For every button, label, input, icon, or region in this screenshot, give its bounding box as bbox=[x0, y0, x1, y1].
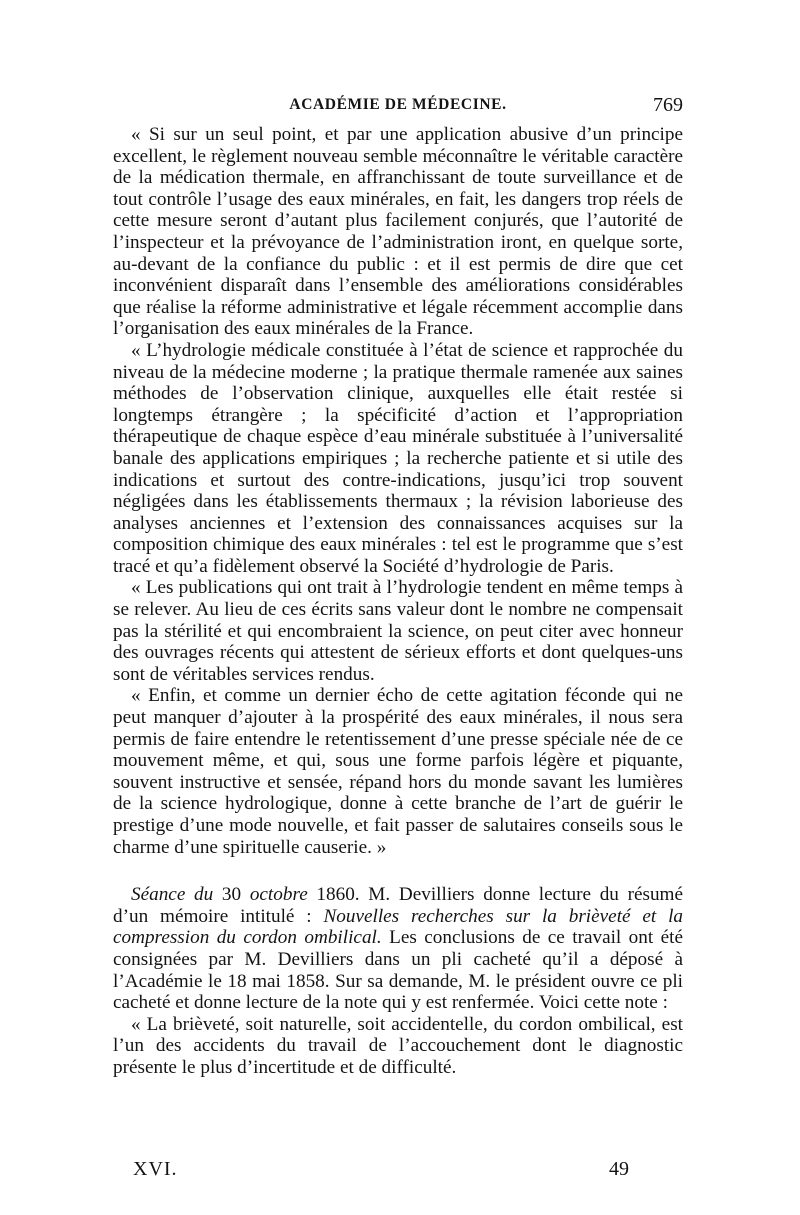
seance-day: 30 bbox=[221, 884, 242, 906]
page-number: 769 bbox=[653, 94, 683, 116]
signature-mark: XVI. bbox=[133, 1158, 178, 1180]
paragraph-medical-hydrology: « L’hydrologie médicale constituée à l’état de science et rapprochée du niveau de la médecine moderne ; la pratique thermale ramenée aux saines méthodes de l’observation clinique, auxquelles elle était restée si longtemps étrangère ; la spécificité d’action et l’appropriation thérapeutique de chaque espèce d’eau minérale substituée à l’universalité banale des applications empiriques ; la recherche patiente et si utile des indications et surtout des contre-indications, jusqu’ici trop souvent négligées dans les établissements thermaux ; la révision laborieuse des analyses anciennes et l’extension des connaissances acquises sur la composition chimique des eaux minérales : tel est le programme que s’est tracé et qu’a fidèlement observé la Société d’hydrologie de Paris. bbox=[113, 339, 683, 577]
gathering-number: 49 bbox=[609, 1158, 629, 1180]
paragraph-thermal-regulation: « Si sur un seul point, et par une application abusive d’un principe excellent, le règlement nouveau semble méconnaître le véritable caractère de la médication thermale, en affranchissant de toute surveillance et de tout contrôle l’usage des eaux minérales, en fait, les dangers trop réels de cette mesure seront d’autant plus facilement conjurés, que l’autorité de l’inspecteur et la prévoyance de l’administration iront, en quelque sorte, au-devant de la confiance du public : et il est permis de dire que cet inconvénient disparaît dans l’ensemble des améliorations considérables que réalise la réforme administrative et légale récemment accomplie dans l’organisation des eaux minérales de la France. bbox=[113, 124, 683, 340]
seance-month: octobre bbox=[249, 884, 308, 906]
running-head bbox=[113, 96, 683, 122]
running-title: ACADÉMIE DE MÉDECINE. bbox=[289, 96, 507, 113]
page-footer bbox=[133, 1158, 629, 1188]
seance-rest-text: Les conclusions de ce travail ont été consignées par M. Devilliers dans un pli cacheté qu’il a déposé à l’Académie le 18 mai 1858. Sur sa demande, M. le président ouvre ce pli cacheté et donne lecture de la note qui y est renfermée. Voici cette note : bbox=[113, 927, 683, 1014]
seance-lead-text: M. Devilliers donne lecture du résumé d’un mémoire intitulé : bbox=[113, 884, 683, 927]
body-text bbox=[113, 124, 683, 1079]
seance-year: 1860. bbox=[316, 884, 360, 906]
seance-label: Séance du bbox=[131, 884, 214, 906]
paragraph-seance bbox=[113, 884, 683, 1014]
paragraph-publications: « Les publications qui ont trait à l’hydrologie tendent en même temps à se relever. Au lieu de ces écrits sans valeur dont le nombre ne compensait pas la stérilité et qui encombraient la science, on peut citer avec honneur des ouvrages récents qui attestent de sérieux efforts et dont quelques-uns sont de véritables services rendus. bbox=[113, 577, 683, 685]
paragraph-special-press: « Enfin, et comme un dernier écho de cette agitation féconde qui ne peut manquer d’ajouter à la prospérité des eaux minérales, il nous sera permis de faire entendre le retentissement d’une presse spéciale née de ce mouvement même, et qui, sous une forme parfois légère et piquante, souvent instructive et sensée, répand hors du monde savant les lumières de la science hydrologique, donne à cette branche de l’art de guérir le prestige d’une mode nouvelle, et fait passer de salutaires conseils sous le charme d’une spirituelle causerie. » bbox=[113, 685, 683, 858]
memoir-title: Nouvelles recherches sur la brièveté et la compression du cordon ombilical. bbox=[113, 905, 684, 949]
paragraph-umbilical-cord-note: « La brièveté, soit naturelle, soit accidentelle, du cordon ombilical, est l’un des accidents du travail de l’accouchement dont le diagnostic présente le plus d’incertitude et de difficulté. bbox=[113, 1013, 683, 1078]
